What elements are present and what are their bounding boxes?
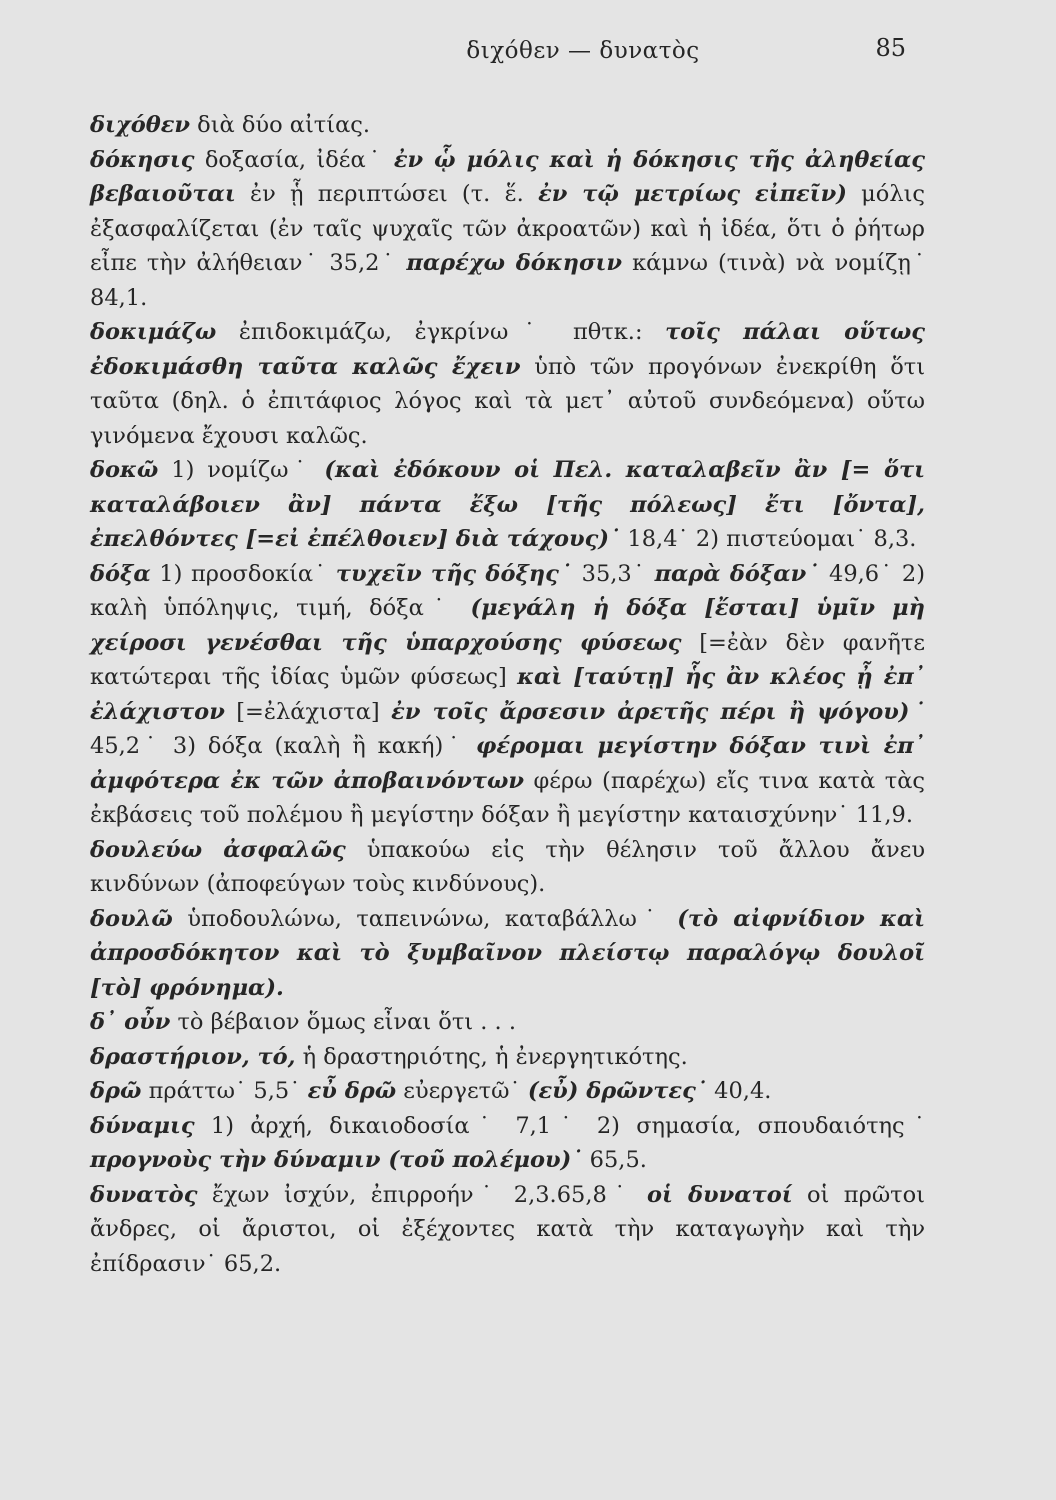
entry-definition: 1) νομίζω˙	[171, 457, 312, 483]
entry-definition: τὸ βέβαιον ὅμως εἶναι ὅτι . . .	[177, 1009, 517, 1035]
entry-definition: οἱ πρῶτοι ἄνδρες, οἱ ἄριστοι, οἱ ἐξέχοντες κατὰ τὴν καταγωγὴν καὶ τὴν ἐπίδρασιν˙ 65,2.	[90, 1181, 925, 1277]
entry-definition: διὰ δύο αἰτίας.	[197, 112, 371, 138]
glossary-entry	[90, 453, 925, 557]
glossary-entry	[90, 833, 925, 902]
glossary-entries	[90, 108, 925, 1281]
page-header	[90, 34, 906, 78]
entry-quote: παρέχω δόκησιν	[406, 250, 623, 276]
entry-definition: ὑπακούω εἰς τὴν θέλησιν τοῦ ἄλλου ἄνευ κινδύνων (ἀποφεύγων τοὺς κινδύνους).	[90, 836, 926, 897]
entry-quote: ἐν τοῖς ἄρσεσιν ἀρετῆς πέρι ἢ ψόγου)˙	[391, 698, 926, 725]
entry-definition: 45,2˙ 3) δόξα (καλὴ ἢ κακή)˙	[90, 733, 465, 759]
entry-definition: μόλις ἐξασφαλίζεται (ἐν ταῖς ψυχαῖς τῶν ἀκροατῶν) καὶ ἡ ἰδέα, ὅτι ὁ ῥήτωρ εἶπε τὴν ἀλήθειαν˙ 35,2˙	[90, 181, 926, 276]
entry-definition: [=ἐὰν δὲν φανῆτε κατώτεραι τῆς ἰδίας ὑμῶν φύσεως]	[90, 629, 925, 690]
entry-headword: δύναμις	[90, 1112, 195, 1139]
entry-definition: ὑπὸ τῶν προγόνων ἐνεκρίθη ὅτι ταῦτα (δηλ. ὁ ἐπιτάφιος λόγος καὶ τὰ μετ᾿ αὐτοῦ συνδεόμενα) οὕτω γινόμενα ἔχουσι καλῶς.	[90, 353, 926, 449]
entry-definition: δοξασία, ἰδέα˙	[204, 146, 384, 173]
entry-quote: ἐν τῷ μετρίως εἰπεῖν)	[538, 181, 847, 207]
glossary-entry	[90, 1040, 925, 1075]
glossary-entry	[90, 315, 925, 453]
entry-definition: πράττω˙ 5,5˙	[148, 1078, 301, 1104]
entry-definition: 18,4˙ 2) πιστεύομαι˙ 8,3.	[627, 526, 917, 552]
entry-definition: ὑποδουλώνω, ταπεινώνω, καταβάλλω˙	[187, 905, 663, 932]
entry-headword: δυνατὸς	[90, 1181, 198, 1208]
entry-definition: ἔχων ἰσχύν, ἐπιρροήν˙ 2,3.65,8˙	[211, 1181, 633, 1208]
entry-quote: φέρομαι μεγίστην δόξαν τινὶ ἐπ᾿ ἀμφότερα ἐκ τῶν ἀποβαινόντων	[90, 733, 925, 794]
entry-quote: ἐν ᾧ μόλις καὶ ἡ δόκησις τῆς ἀληθείας βεβαιοῦται	[90, 146, 926, 207]
glossary-entry	[90, 1074, 925, 1109]
entry-definition: 40,4.	[714, 1078, 772, 1104]
entry-definition: 35,3˙	[581, 560, 646, 587]
entry-definition: [=ἐλάχιστα]	[236, 698, 380, 725]
entry-definition: 1) ἀρχή, δικαιοδοσία˙ 7,1˙ 2) σημασία, σπουδαιότης˙	[210, 1112, 925, 1139]
entry-quote: παρὰ δόξαν˙	[654, 560, 821, 587]
running-head: διχόθεν — δυνατὸς	[466, 38, 700, 64]
glossary-entry	[90, 902, 925, 1006]
entry-quote: τοῖς πάλαι οὕτως ἐδοκιμάσθη ταῦτα καλῶς ἔχειν	[90, 319, 925, 380]
entry-definition: φέρω (παρέχω) εἴς τινα κατὰ τὰς ἐκβάσεις τοῦ πολέμου ἢ μεγίστην δόξαν ἢ μεγίστην καταισχύνην˙ 11,9.	[90, 767, 926, 828]
entry-definition: ἐπιδοκιμάζω, ἐγκρίνω˙ πθτκ.:	[238, 319, 643, 345]
entry-quote: εὖ δρῶ	[307, 1078, 397, 1104]
glossary-entry	[90, 1005, 925, 1040]
entry-headword: δρῶ	[90, 1078, 142, 1104]
glossary-entry	[90, 1109, 925, 1178]
entry-headword: δουλεύω	[90, 836, 203, 863]
entry-headword: δραστήριον, τό,	[90, 1043, 296, 1070]
entry-definition: 1) προσδοκία˙	[159, 560, 328, 587]
entry-quote: (εὖ) δρῶντες˙	[527, 1078, 708, 1104]
entry-headword: δοκιμάζω	[90, 319, 217, 345]
entry-quote: τυχεῖν τῆς δόξης˙	[335, 560, 574, 587]
entry-quote: (τὸ αἰφνίδιον καὶ ἀπροσδόκητον καὶ τὸ ξυμβαῖνον πλείστῳ παραλόγῳ δουλοῖ [τὸ] φρόνημα).	[90, 905, 926, 1001]
entry-headword: δόξα	[90, 560, 151, 587]
entry-definition: εὐεργετῶ˙	[403, 1078, 521, 1104]
entry-quote: καὶ [ταύτῃ] ἧς ἂν κλέος ᾖ ἐπ᾿ ἐλάχιστον	[90, 664, 926, 725]
entry-definition: 65,5.	[589, 1147, 647, 1173]
entry-definition: 49,6˙ 2) καλὴ ὑπόληψις, τιμή, δόξα˙	[90, 560, 926, 621]
entry-definition: ἡ δραστηριότης, ἡ ἐνεργητικότης.	[302, 1043, 688, 1070]
glossary-entry	[90, 557, 925, 833]
entry-headword: δ᾿ οὖν	[90, 1009, 171, 1035]
entry-headword: δουλῶ	[90, 905, 173, 932]
entry-quote: ἀσφαλῶς	[223, 836, 346, 863]
entry-quote: (καὶ ἐδόκουν οἱ Πελ. καταλαβεῖν ἂν [= ὅτι καταλάβοιεν ἂν] πάντα ἔξω [τῆς πόλεως] ἔτι [ὄντα], ἐπελθόντες [=εἰ ἐπέλθοιεν] διὰ τάχους)˙	[90, 457, 925, 552]
glossary-entry	[90, 1178, 925, 1282]
entry-headword: διχόθεν	[90, 112, 190, 138]
entry-quote: οἱ δυνατοί	[647, 1181, 793, 1208]
entry-headword: δοκῶ	[90, 457, 159, 483]
entry-definition: κάμνω (τινὰ) νὰ νομίζῃ˙ 84,1.	[90, 250, 926, 311]
glossary-entry	[90, 108, 925, 143]
page-number: 85	[875, 34, 906, 62]
entry-quote: προγνοὺς τὴν δύναμιν (τοῦ πολέμου)˙	[90, 1147, 583, 1173]
entry-definition: ἐν ᾗ περιπτώσει (τ. ἕ.	[250, 181, 524, 207]
entry-headword: δόκησις	[90, 146, 195, 173]
glossary-entry	[90, 143, 925, 316]
entry-quote: (μεγάλη ἡ δόξα [ἔσται] ὑμῖν μὴ χείροσι γενέσθαι τῆς ὑπαρχούσης φύσεως	[90, 595, 926, 656]
